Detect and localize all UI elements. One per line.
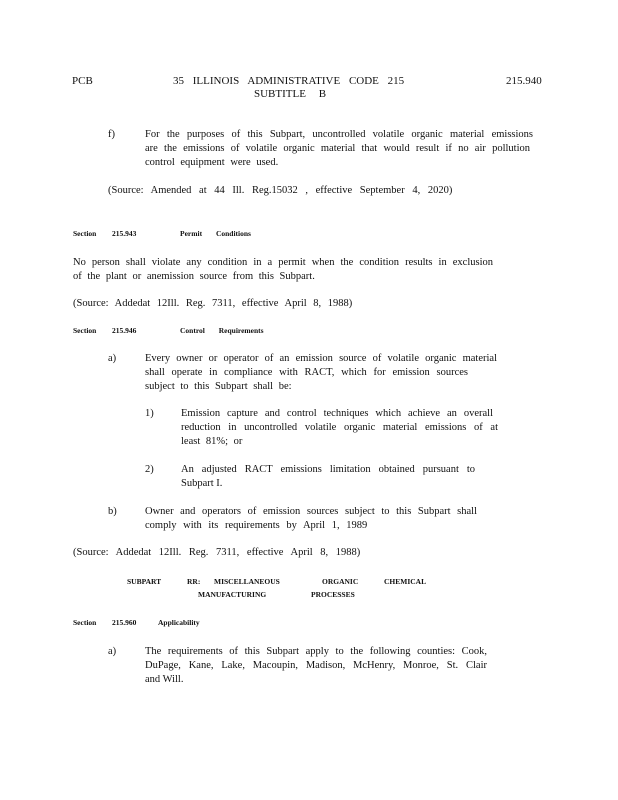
item-1-line3: least 81%; or: [181, 436, 243, 447]
header-center-line2: SUBTITLE B: [254, 88, 327, 100]
item-f-line1: For the purposes of this Subpart, uncontrolled volatile organic material emissions: [145, 129, 533, 140]
item-2-line2: Subpart I.: [181, 478, 223, 489]
subpart-code: RR:: [187, 577, 201, 586]
item-f-line2: are the emissions of volatile organic material that would result if no air pollution: [145, 143, 530, 154]
subpart-word5: PROCESSES: [311, 590, 355, 599]
item-2-label: 2): [145, 464, 154, 475]
subpart-word1: MISCELLANEOUS: [214, 577, 280, 586]
header-left: PCB: [72, 75, 93, 87]
subpart-word4: MANUFACTURING: [198, 590, 267, 599]
item-a-label: a): [108, 353, 117, 364]
subpart-word3: CHEMICAL: [384, 577, 427, 586]
subpart-label: SUBPART: [127, 577, 162, 586]
item-2-line1: An adjusted RACT emissions limitation obtained pursuant to: [181, 464, 475, 475]
item-a-line2: shall operate in compliance with RACT, which for emission sources: [145, 367, 468, 378]
section-943-number: 215.943: [112, 229, 137, 238]
subpart-word2: ORGANIC: [322, 577, 359, 586]
header-center-line1: 35 ILLINOIS ADMINISTRATIVE CODE 215: [173, 75, 405, 87]
section-943-body-line2: of the plant or anemission source from this Subpart.: [73, 271, 315, 282]
item-1-line1: Emission capture and control techniques which achieve an overall: [181, 408, 493, 419]
section-946-label: Section: [73, 326, 97, 335]
item-960-a-line3: and Will.: [145, 674, 184, 685]
section-946-title: Control Requirements: [180, 326, 264, 335]
item-b-label: b): [108, 506, 117, 517]
item-1-label: 1): [145, 408, 154, 419]
section-943-label: Section: [73, 229, 97, 238]
source-note-943: (Source: Addedat 12Ill. Reg. 7311, effective April 8, 1988): [73, 298, 353, 309]
section-960-title: Applicability: [158, 618, 200, 627]
item-a-line1: Every owner or operator of an emission source of volatile organic material: [145, 353, 497, 364]
section-960-label: Section: [73, 618, 97, 627]
section-943-body-line1: No person shall violate any condition in a permit when the condition results in exclusion: [73, 257, 493, 268]
source-note-940: (Source: Amended at 44 Ill. Reg.15032 , effective September 4, 2020): [108, 185, 453, 196]
item-b-line2: comply with its requirements by April 1, 1989: [145, 520, 368, 531]
item-960-a-line1: The requirements of this Subpart apply to the following counties: Cook,: [145, 646, 487, 657]
item-a-line3: subject to this Subpart shall be:: [145, 381, 292, 392]
source-note-946: (Source: Addedat 12Ill. Reg. 7311, effective April 8, 1988): [73, 547, 361, 558]
item-960-a-label: a): [108, 646, 117, 657]
item-b-line1: Owner and operators of emission sources subject to this Subpart shall: [145, 506, 477, 517]
section-946-number: 215.946: [112, 326, 137, 335]
section-943-title: Permit Conditions: [180, 229, 251, 238]
item-1-line2: reduction in uncontrolled volatile organic material emissions of at: [181, 422, 498, 433]
header-right: 215.940: [506, 75, 542, 87]
section-960-number: 215.960: [112, 618, 137, 627]
item-f-line3: control equipment were used.: [145, 157, 279, 168]
item-f-label: f): [108, 129, 115, 140]
item-960-a-line2: DuPage, Kane, Lake, Macoupin, Madison, McHenry, Monroe, St. Clair: [145, 660, 487, 671]
